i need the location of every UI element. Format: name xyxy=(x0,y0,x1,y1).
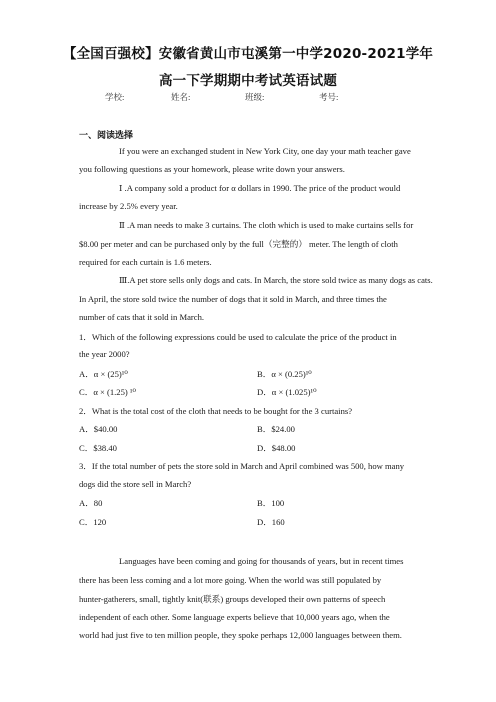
passage-a-line: In April, the store sold twice the number of dogs that it sold in March, and three times the xyxy=(79,294,387,304)
passage-a-line: number of cats that it sold in March. xyxy=(79,312,205,322)
passage-a-line: you following questions as your homework, please write down your answers. xyxy=(79,164,345,174)
question-3-option-d[interactable]: D．160 xyxy=(257,517,285,527)
exam-number-field-label: 考号: xyxy=(319,92,339,102)
question-2-stem: 2．What is the total cost of the cloth that needs to be bought for the 3 curtains? xyxy=(79,406,353,416)
question-3-stem: dogs did the store sell in March? xyxy=(79,479,192,489)
school-field-label: 学校: xyxy=(105,92,125,102)
question-1-option-b[interactable]: B．α × (0.25)¹⁰ xyxy=(257,369,312,379)
exam-title-line1: 【全国百强校】安徽省黄山市屯溪第一中学2020-2021学年 xyxy=(62,46,434,62)
passage-a-line: $8.00 per meter and can be purchased only by the full（完整的） meter. The length of cloth xyxy=(79,239,398,249)
question-1-option-c[interactable]: C．α × (1.25) ¹⁰ xyxy=(79,387,136,397)
question-3-option-b[interactable]: B．100 xyxy=(257,498,285,508)
question-1-option-d[interactable]: D．α × (1.025)¹⁰ xyxy=(257,387,317,397)
question-1-stem: the year 2000? xyxy=(79,349,130,359)
passage-a-line: increase by 2.5% every year. xyxy=(79,201,178,211)
section-heading: 一、阅读选择 xyxy=(79,131,134,141)
passage-b-line: there has been less coming and a lot more going. When the world was still populated by xyxy=(79,575,382,585)
passage-a-line: required for each curtain is 1.6 meters. xyxy=(79,257,212,267)
question-2-option-a[interactable]: A．$40.00 xyxy=(79,424,118,434)
passage-b-line: world had just five to ten million people, they spoke perhaps 12,000 languages between them. xyxy=(79,630,402,640)
question-2-option-c[interactable]: C．$38.40 xyxy=(79,443,117,453)
passage-b-line: hunter-gatherers, small, tightly knit(联系) groups developed their own patterns of speech xyxy=(79,594,386,604)
name-field-label: 姓名: xyxy=(171,92,191,102)
student-info-line xyxy=(0,91,496,105)
question-3-option-a[interactable]: A．80 xyxy=(79,498,103,508)
question-2-option-b[interactable]: B．$24.00 xyxy=(257,424,295,434)
class-field-label: 班级: xyxy=(245,92,265,102)
question-1-option-a[interactable]: A．α × (25)¹⁰ xyxy=(79,369,128,379)
passage-a-line: If you were an exchanged student in New York City, one day your math teacher gave xyxy=(119,146,411,156)
passage-b-line: Languages have been coming and going for thousands of years, but in recent times xyxy=(119,556,404,566)
passage-b-line: independent of each other. Some language experts believe that 10,000 years ago, when the xyxy=(79,612,390,622)
passage-a-line: Ⅰ .A company sold a product for α dollars in 1990. The price of the product would xyxy=(119,183,401,193)
exam-title-line2: 高一下学期期中考试英语试题 xyxy=(158,73,338,89)
question-2-option-d[interactable]: D．$48.00 xyxy=(257,443,296,453)
question-3-stem: 3．If the total number of pets the store sold in March and April combined was 500, how many xyxy=(79,461,405,471)
passage-a-line: Ⅱ .A man needs to make 3 curtains. The cloth which is used to make curtains sells for xyxy=(119,220,414,230)
passage-a-line: Ⅲ.A pet store sells only dogs and cats. In March, the store sold twice as many dogs as cats. xyxy=(119,275,433,285)
question-3-option-c[interactable]: C．120 xyxy=(79,517,107,527)
question-1-stem: 1．Which of the following expressions could be used to calculate the price of the product in xyxy=(79,332,397,342)
